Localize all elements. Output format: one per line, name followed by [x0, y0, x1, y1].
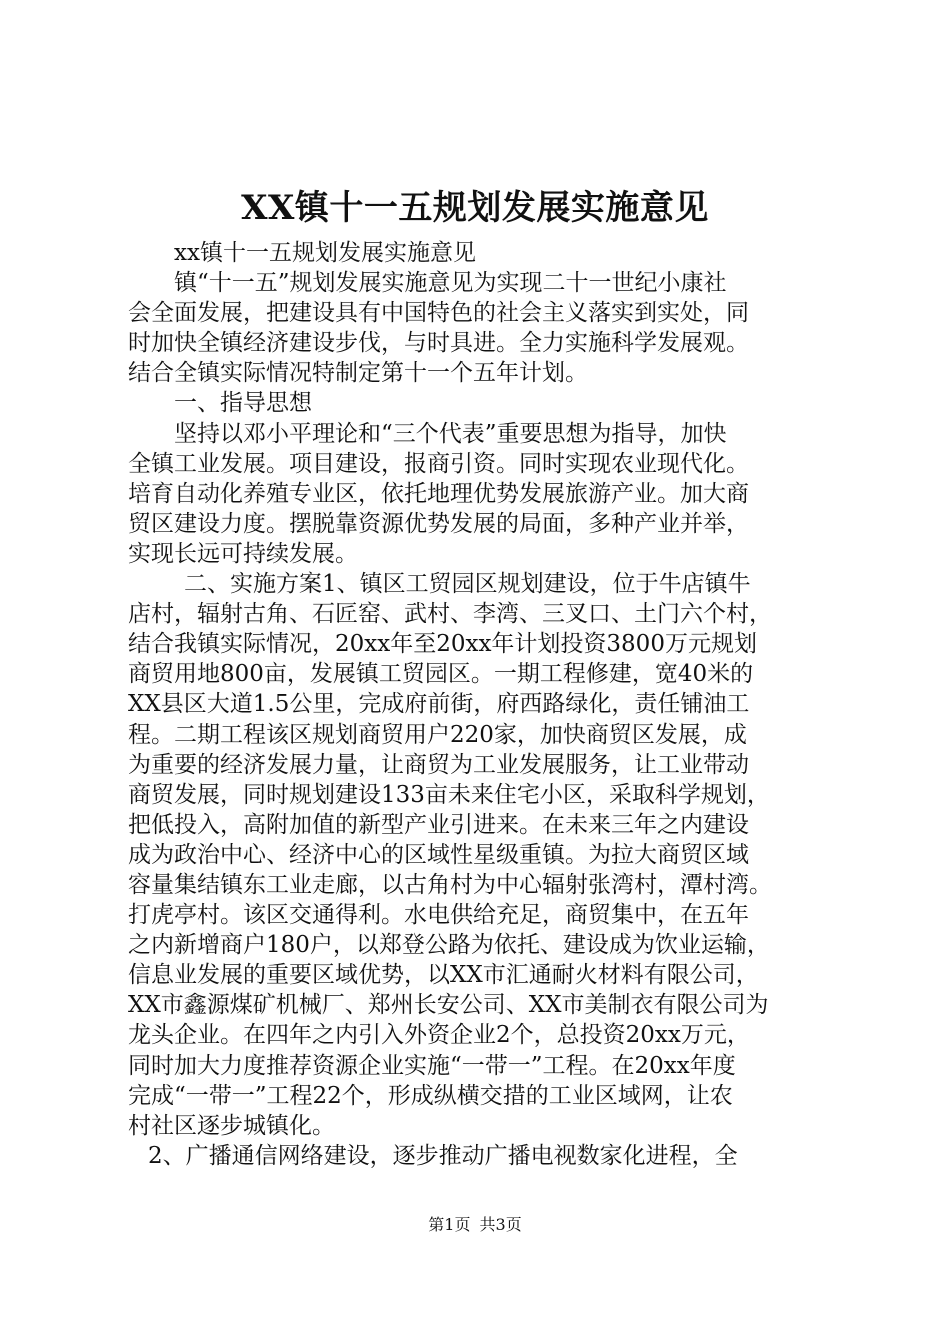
- body-line: 程。二期工程该区规划商贸用户220家，加快商贸区发展，成: [128, 721, 747, 748]
- body-line: 培育自动化养殖专业区，依托地理优势发展旅游产业。加大商: [128, 480, 749, 507]
- page-total: 共3页: [479, 1215, 522, 1234]
- body-line: 成为政治中心、经济中心的区域性星级重镇。为拉大商贸区域: [128, 841, 749, 868]
- body-line: XX县区大道1.5公里，完成府前街，府西路绿化，责任铺油工: [128, 691, 750, 718]
- body-line: 同时加大力度推荐资源企业实施“一带一”工程。在20xx年度: [128, 1052, 736, 1079]
- body-line: 容量集结镇东工业走廊，以古角村为中心辐射张湾村，潭村湾。: [128, 871, 772, 898]
- page-footer: [0, 1214, 950, 1236]
- body-line: XX市鑫源煤矿机械厂、郑州长安公司、XX市美制衣有限公司为: [128, 992, 769, 1019]
- body-line: 之内新增商户180户，以郑登公路为依托、建设成为饮业运输，: [128, 932, 770, 959]
- body-line: 把低投入，高附加值的新型产业引进来。在未来三年之内建设: [128, 811, 749, 838]
- section-heading: 二、实施方案1、镇区工贸园区规划建设，位于牛店镇牛: [184, 571, 751, 598]
- body-line: 2、广播通信网络建设，逐步推动广播电视数家化进程，全: [148, 1142, 738, 1169]
- body-line: 龙头企业。在四年之内引入外资企业2个，总投资20xx万元，: [128, 1022, 750, 1049]
- document-body: [128, 238, 836, 1171]
- page-number: 第1页: [428, 1215, 471, 1234]
- section-heading: 一、指导思想: [174, 390, 312, 417]
- body-line: 镇“十一五”规划发展实施意见为实现二十一世纪小康社: [174, 270, 727, 297]
- body-line: 信息业发展的重要区域优势，以XX市汇通耐火材料有限公司，: [128, 962, 759, 989]
- document-title: XX镇十一五规划发展实施意见: [241, 188, 709, 228]
- body-line: 商贸用地800亩，发展镇工贸园区。一期工程修建，宽40米的: [128, 661, 754, 688]
- body-line: 结合全镇实际情况特制定第十一个五年计划。: [128, 360, 588, 387]
- body-line: 商贸发展，同时规划建设133亩未来住宅小区，采取科学规划，: [128, 781, 770, 808]
- body-line: 完成“一带一”工程22个，形成纵横交措的工业区域网，让农: [128, 1082, 733, 1109]
- body-line: 店村，辐射古角、石匠窑、武村、李湾、三叉口、土门六个村，: [128, 601, 772, 628]
- body-line: 时加快全镇经济建设步伐，与时具进。全力实施科学发展观。: [128, 330, 749, 357]
- body-line: 会全面发展，把建设具有中国特色的社会主义落实到实处，同: [128, 300, 749, 327]
- body-line: 实现长远可持续发展。: [128, 540, 358, 567]
- body-line: 打虎亭村。该区交通得利。水电供给充足，商贸集中，在五年: [128, 902, 749, 929]
- body-line: xx镇十一五规划发展实施意见: [174, 240, 476, 266]
- body-line: 为重要的经济发展力量，让商贸为工业发展服务，让工业带动: [128, 751, 749, 778]
- body-line: 坚持以邓小平理论和“三个代表”重要思想为指导，加快: [174, 420, 727, 447]
- body-line: 贸区建设力度。摆脱靠资源优势发展的局面，多种产业并举，: [128, 510, 749, 537]
- body-line: 村社区逐步城镇化。: [128, 1112, 335, 1139]
- body-line: 结合我镇实际情况，20xx年至20xx年计划投资3800万元规划: [128, 631, 757, 658]
- body-line: 全镇工业发展。项目建设，报商引资。同时实现农业现代化。: [128, 450, 749, 477]
